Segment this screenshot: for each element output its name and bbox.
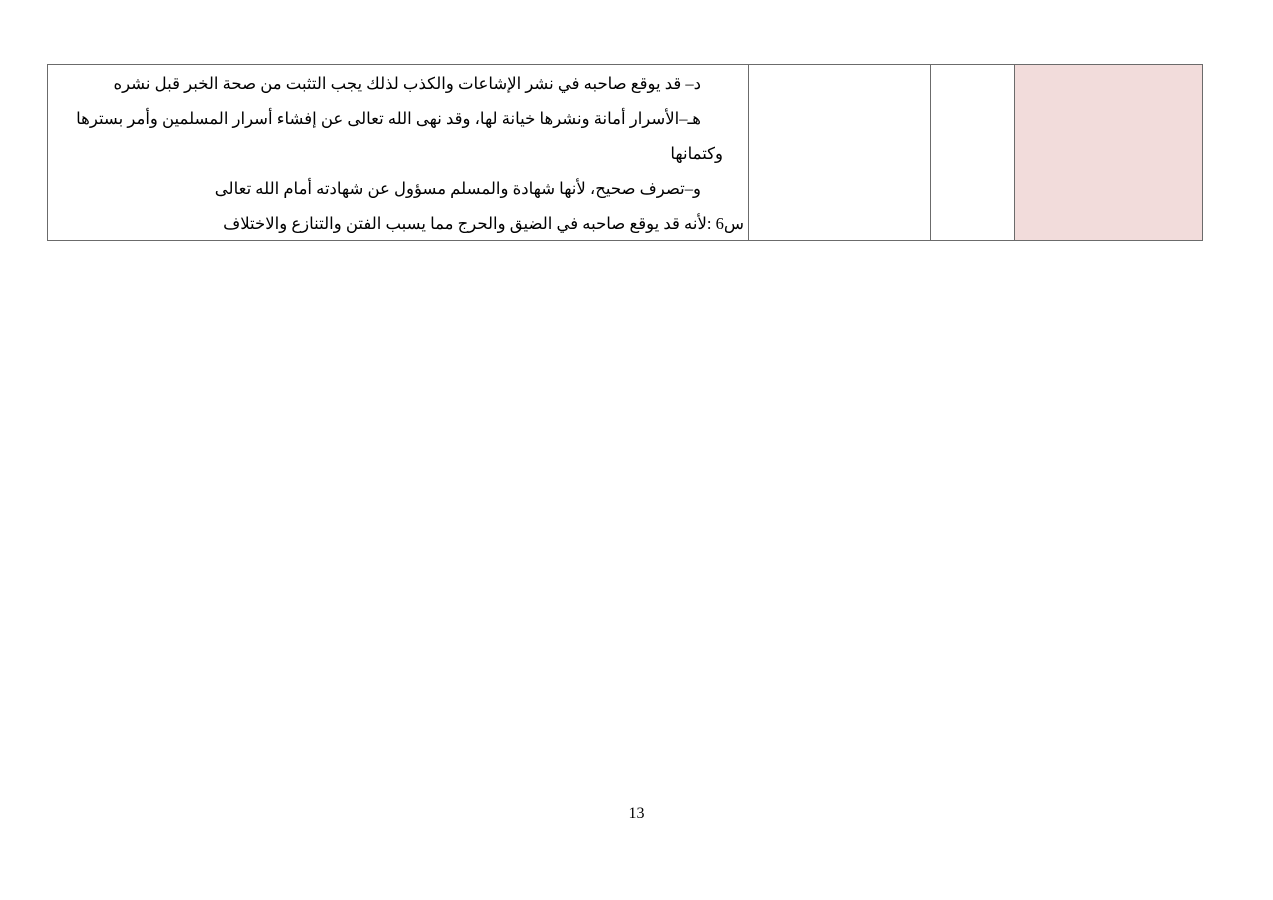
answer-line-h-continued: وكتمانها	[670, 144, 723, 163]
page-number: 13	[628, 805, 645, 822]
shaded-cell	[1015, 65, 1202, 240]
answer-line-q6: س6 :لأنه قد يوقع صاحبه في الضيق والحرج مما يسبب الفتن والتنازع والاختلاف	[223, 214, 744, 233]
empty-cell	[749, 65, 931, 240]
answers-table	[47, 64, 1203, 241]
answer-line-w: و–تصرف صحيح، لأنها شهادة والمسلم مسؤول عن شهادته أمام الله تعالى	[214, 179, 701, 198]
answer-line-h: هـ–الأسرار أمانة ونشرها خيانة لها، وقد نهى الله تعالى عن إفشاء أسرار المسلمين وأمر بسترها	[76, 109, 701, 128]
empty-cell-narrow	[931, 65, 1015, 240]
answer-line-d: د– قد يوقع صاحبه في نشر الإشاعات والكذب لذلك يجب التثبت من صحة الخبر قبل نشره	[113, 74, 701, 93]
answer-text-cell	[48, 65, 749, 240]
